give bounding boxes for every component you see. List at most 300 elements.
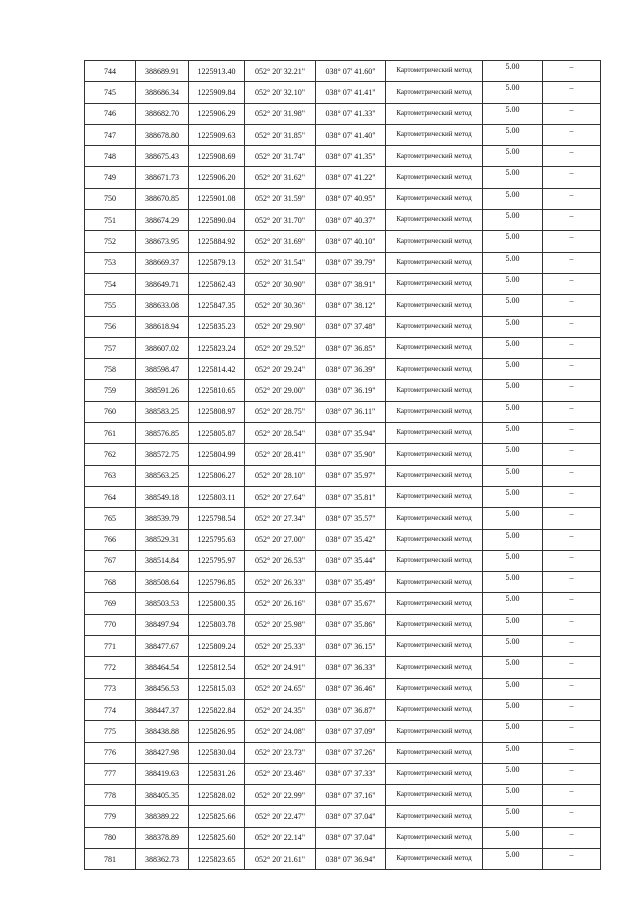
latitude-cell: 052° 20' 25.33" xyxy=(245,636,316,657)
note-cell: – xyxy=(543,572,601,593)
x-coordinate-cell: 388514.84 xyxy=(136,550,189,571)
point-number-cell: 775 xyxy=(85,721,136,742)
table-row xyxy=(85,465,601,486)
accuracy-cell: 5.00 xyxy=(483,273,543,294)
accuracy-cell: 5.00 xyxy=(483,699,543,720)
point-number-cell: 765 xyxy=(85,508,136,529)
accuracy-cell: 5.00 xyxy=(483,423,543,444)
accuracy-cell: 5.00 xyxy=(483,678,543,699)
point-number-cell: 758 xyxy=(85,359,136,380)
latitude-cell: 052° 20' 26.53" xyxy=(245,550,316,571)
table-row xyxy=(85,678,601,699)
point-number-cell: 757 xyxy=(85,337,136,358)
note-cell: – xyxy=(543,550,601,571)
longitude-cell: 038° 07' 35.94" xyxy=(316,423,386,444)
longitude-cell: 038° 07' 37.16" xyxy=(316,785,386,806)
y-coordinate-cell: 1225803.11 xyxy=(189,486,245,507)
accuracy-cell: 5.00 xyxy=(483,486,543,507)
method-cell: Картометрический метод xyxy=(386,252,483,273)
longitude-cell: 038° 07' 37.09" xyxy=(316,721,386,742)
note-cell: – xyxy=(543,721,601,742)
latitude-cell: 052° 20' 31.70" xyxy=(245,210,316,231)
note-cell: – xyxy=(543,742,601,763)
point-number-cell: 760 xyxy=(85,401,136,422)
longitude-cell: 038° 07' 36.19" xyxy=(316,380,386,401)
x-coordinate-cell: 388670.85 xyxy=(136,188,189,209)
method-cell: Картометрический метод xyxy=(386,295,483,316)
table-row xyxy=(85,848,601,869)
table-row xyxy=(85,380,601,401)
method-cell: Картометрический метод xyxy=(386,210,483,231)
latitude-cell: 052° 20' 23.73" xyxy=(245,742,316,763)
longitude-cell: 038° 07' 41.35" xyxy=(316,146,386,167)
method-cell: Картометрический метод xyxy=(386,359,483,380)
x-coordinate-cell: 388419.63 xyxy=(136,763,189,784)
table-row xyxy=(85,593,601,614)
point-number-cell: 762 xyxy=(85,444,136,465)
point-number-cell: 769 xyxy=(85,593,136,614)
point-number-cell: 773 xyxy=(85,678,136,699)
x-coordinate-cell: 388598.47 xyxy=(136,359,189,380)
method-cell: Картометрический метод xyxy=(386,316,483,337)
point-number-cell: 753 xyxy=(85,252,136,273)
point-number-cell: 776 xyxy=(85,742,136,763)
x-coordinate-cell: 388447.37 xyxy=(136,699,189,720)
accuracy-cell: 5.00 xyxy=(483,721,543,742)
table-row xyxy=(85,103,601,124)
method-cell: Картометрический метод xyxy=(386,572,483,593)
y-coordinate-cell: 1225884.92 xyxy=(189,231,245,252)
longitude-cell: 038° 07' 36.33" xyxy=(316,657,386,678)
y-coordinate-cell: 1225908.69 xyxy=(189,146,245,167)
longitude-cell: 038° 07' 41.22" xyxy=(316,167,386,188)
table-row xyxy=(85,231,601,252)
table-row xyxy=(85,61,601,82)
note-cell: – xyxy=(543,359,601,380)
method-cell: Картометрический метод xyxy=(386,636,483,657)
longitude-cell: 038° 07' 36.39" xyxy=(316,359,386,380)
y-coordinate-cell: 1225825.66 xyxy=(189,806,245,827)
x-coordinate-cell: 388529.31 xyxy=(136,529,189,550)
x-coordinate-cell: 388591.26 xyxy=(136,380,189,401)
latitude-cell: 052° 20' 28.41" xyxy=(245,444,316,465)
accuracy-cell: 5.00 xyxy=(483,188,543,209)
x-coordinate-cell: 388497.94 xyxy=(136,614,189,635)
x-coordinate-cell: 388576.85 xyxy=(136,423,189,444)
point-number-cell: 764 xyxy=(85,486,136,507)
latitude-cell: 052° 20' 30.36" xyxy=(245,295,316,316)
method-cell: Картометрический метод xyxy=(386,508,483,529)
point-number-cell: 756 xyxy=(85,316,136,337)
longitude-cell: 038° 07' 36.46" xyxy=(316,678,386,699)
method-cell: Картометрический метод xyxy=(386,61,483,82)
note-cell: – xyxy=(543,486,601,507)
y-coordinate-cell: 1225806.27 xyxy=(189,465,245,486)
table-row xyxy=(85,721,601,742)
y-coordinate-cell: 1225906.20 xyxy=(189,167,245,188)
longitude-cell: 038° 07' 41.33" xyxy=(316,103,386,124)
x-coordinate-cell: 388583.25 xyxy=(136,401,189,422)
note-cell: – xyxy=(543,103,601,124)
longitude-cell: 038° 07' 36.11" xyxy=(316,401,386,422)
table-row xyxy=(85,486,601,507)
latitude-cell: 052° 20' 32.21" xyxy=(245,61,316,82)
table-row xyxy=(85,188,601,209)
method-cell: Картометрический метод xyxy=(386,337,483,358)
x-coordinate-cell: 388678.80 xyxy=(136,124,189,145)
x-coordinate-cell: 388674.29 xyxy=(136,210,189,231)
accuracy-cell: 5.00 xyxy=(483,295,543,316)
y-coordinate-cell: 1225879.13 xyxy=(189,252,245,273)
point-number-cell: 781 xyxy=(85,848,136,869)
x-coordinate-cell: 388405.35 xyxy=(136,785,189,806)
y-coordinate-cell: 1225828.02 xyxy=(189,785,245,806)
y-coordinate-cell: 1225804.99 xyxy=(189,444,245,465)
y-coordinate-cell: 1225822.84 xyxy=(189,699,245,720)
x-coordinate-cell: 388389.22 xyxy=(136,806,189,827)
method-cell: Картометрический метод xyxy=(386,848,483,869)
table-row xyxy=(85,316,601,337)
note-cell: – xyxy=(543,827,601,848)
x-coordinate-cell: 388607.02 xyxy=(136,337,189,358)
method-cell: Картометрический метод xyxy=(386,827,483,848)
table-row xyxy=(85,827,601,848)
method-cell: Картометрический метод xyxy=(386,465,483,486)
accuracy-cell: 5.00 xyxy=(483,337,543,358)
table-row xyxy=(85,359,601,380)
method-cell: Картометрический метод xyxy=(386,188,483,209)
y-coordinate-cell: 1225805.87 xyxy=(189,423,245,444)
y-coordinate-cell: 1225795.97 xyxy=(189,550,245,571)
y-coordinate-cell: 1225901.08 xyxy=(189,188,245,209)
y-coordinate-cell: 1225862.43 xyxy=(189,273,245,294)
accuracy-cell: 5.00 xyxy=(483,380,543,401)
latitude-cell: 052° 20' 24.65" xyxy=(245,678,316,699)
accuracy-cell: 5.00 xyxy=(483,231,543,252)
point-number-cell: 778 xyxy=(85,785,136,806)
longitude-cell: 038° 07' 35.90" xyxy=(316,444,386,465)
y-coordinate-cell: 1225808.97 xyxy=(189,401,245,422)
note-cell: – xyxy=(543,82,601,103)
x-coordinate-cell: 388427.98 xyxy=(136,742,189,763)
method-cell: Картометрический метод xyxy=(386,614,483,635)
point-number-cell: 748 xyxy=(85,146,136,167)
longitude-cell: 038° 07' 35.81" xyxy=(316,486,386,507)
longitude-cell: 038° 07' 40.37" xyxy=(316,210,386,231)
method-cell: Картометрический метод xyxy=(386,699,483,720)
accuracy-cell: 5.00 xyxy=(483,167,543,188)
point-number-cell: 745 xyxy=(85,82,136,103)
latitude-cell: 052° 20' 29.52" xyxy=(245,337,316,358)
x-coordinate-cell: 388675.43 xyxy=(136,146,189,167)
point-number-cell: 751 xyxy=(85,210,136,231)
point-number-cell: 744 xyxy=(85,61,136,82)
latitude-cell: 052° 20' 29.90" xyxy=(245,316,316,337)
y-coordinate-cell: 1225823.65 xyxy=(189,848,245,869)
point-number-cell: 771 xyxy=(85,636,136,657)
y-coordinate-cell: 1225823.24 xyxy=(189,337,245,358)
note-cell: – xyxy=(543,806,601,827)
y-coordinate-cell: 1225826.95 xyxy=(189,721,245,742)
table-row xyxy=(85,785,601,806)
x-coordinate-cell: 388689.91 xyxy=(136,61,189,82)
table-row xyxy=(85,167,601,188)
note-cell: – xyxy=(543,124,601,145)
note-cell: – xyxy=(543,146,601,167)
point-number-cell: 759 xyxy=(85,380,136,401)
method-cell: Картометрический метод xyxy=(386,124,483,145)
point-number-cell: 750 xyxy=(85,188,136,209)
accuracy-cell: 5.00 xyxy=(483,806,543,827)
accuracy-cell: 5.00 xyxy=(483,827,543,848)
note-cell: – xyxy=(543,636,601,657)
x-coordinate-cell: 388549.18 xyxy=(136,486,189,507)
method-cell: Картометрический метод xyxy=(386,550,483,571)
y-coordinate-cell: 1225798.54 xyxy=(189,508,245,529)
method-cell: Картометрический метод xyxy=(386,82,483,103)
method-cell: Картометрический метод xyxy=(386,678,483,699)
point-number-cell: 767 xyxy=(85,550,136,571)
method-cell: Картометрический метод xyxy=(386,806,483,827)
x-coordinate-cell: 388378.89 xyxy=(136,827,189,848)
latitude-cell: 052° 20' 24.08" xyxy=(245,721,316,742)
y-coordinate-cell: 1225847.35 xyxy=(189,295,245,316)
latitude-cell: 052° 20' 31.59" xyxy=(245,188,316,209)
table-row xyxy=(85,550,601,571)
x-coordinate-cell: 388456.53 xyxy=(136,678,189,699)
accuracy-cell: 5.00 xyxy=(483,593,543,614)
point-number-cell: 780 xyxy=(85,827,136,848)
accuracy-cell: 5.00 xyxy=(483,550,543,571)
note-cell: – xyxy=(543,699,601,720)
point-number-cell: 752 xyxy=(85,231,136,252)
method-cell: Картометрический метод xyxy=(386,486,483,507)
table-row xyxy=(85,444,601,465)
accuracy-cell: 5.00 xyxy=(483,657,543,678)
coordinates-table-body xyxy=(85,61,601,870)
accuracy-cell: 5.00 xyxy=(483,359,543,380)
y-coordinate-cell: 1225909.84 xyxy=(189,82,245,103)
point-number-cell: 766 xyxy=(85,529,136,550)
coordinates-sheet xyxy=(84,60,600,870)
latitude-cell: 052° 20' 22.47" xyxy=(245,806,316,827)
table-row xyxy=(85,742,601,763)
accuracy-cell: 5.00 xyxy=(483,529,543,550)
longitude-cell: 038° 07' 35.42" xyxy=(316,529,386,550)
table-row xyxy=(85,295,601,316)
latitude-cell: 052° 20' 29.00" xyxy=(245,380,316,401)
longitude-cell: 038° 07' 37.33" xyxy=(316,763,386,784)
longitude-cell: 038° 07' 35.49" xyxy=(316,572,386,593)
method-cell: Картометрический метод xyxy=(386,146,483,167)
x-coordinate-cell: 388673.95 xyxy=(136,231,189,252)
y-coordinate-cell: 1225890.04 xyxy=(189,210,245,231)
x-coordinate-cell: 388477.67 xyxy=(136,636,189,657)
note-cell: – xyxy=(543,273,601,294)
latitude-cell: 052° 20' 26.33" xyxy=(245,572,316,593)
coordinates-table xyxy=(84,60,601,870)
longitude-cell: 038° 07' 41.41" xyxy=(316,82,386,103)
note-cell: – xyxy=(543,508,601,529)
y-coordinate-cell: 1225809.24 xyxy=(189,636,245,657)
table-row xyxy=(85,657,601,678)
point-number-cell: 754 xyxy=(85,273,136,294)
table-row xyxy=(85,763,601,784)
x-coordinate-cell: 388633.08 xyxy=(136,295,189,316)
y-coordinate-cell: 1225835.23 xyxy=(189,316,245,337)
y-coordinate-cell: 1225800.35 xyxy=(189,593,245,614)
accuracy-cell: 5.00 xyxy=(483,61,543,82)
accuracy-cell: 5.00 xyxy=(483,316,543,337)
longitude-cell: 038° 07' 39.79" xyxy=(316,252,386,273)
point-number-cell: 747 xyxy=(85,124,136,145)
y-coordinate-cell: 1225803.78 xyxy=(189,614,245,635)
accuracy-cell: 5.00 xyxy=(483,742,543,763)
accuracy-cell: 5.00 xyxy=(483,785,543,806)
accuracy-cell: 5.00 xyxy=(483,508,543,529)
note-cell: – xyxy=(543,380,601,401)
x-coordinate-cell: 388503.53 xyxy=(136,593,189,614)
longitude-cell: 038° 07' 35.44" xyxy=(316,550,386,571)
method-cell: Картометрический метод xyxy=(386,529,483,550)
note-cell: – xyxy=(543,61,601,82)
method-cell: Картометрический метод xyxy=(386,721,483,742)
note-cell: – xyxy=(543,529,601,550)
accuracy-cell: 5.00 xyxy=(483,636,543,657)
latitude-cell: 052° 20' 24.35" xyxy=(245,699,316,720)
x-coordinate-cell: 388539.79 xyxy=(136,508,189,529)
point-number-cell: 746 xyxy=(85,103,136,124)
accuracy-cell: 5.00 xyxy=(483,614,543,635)
method-cell: Картометрический метод xyxy=(386,401,483,422)
accuracy-cell: 5.00 xyxy=(483,146,543,167)
latitude-cell: 052° 20' 27.00" xyxy=(245,529,316,550)
table-row xyxy=(85,82,601,103)
table-row xyxy=(85,210,601,231)
method-cell: Картометрический метод xyxy=(386,593,483,614)
accuracy-cell: 5.00 xyxy=(483,444,543,465)
latitude-cell: 052° 20' 31.62" xyxy=(245,167,316,188)
note-cell: – xyxy=(543,188,601,209)
note-cell: – xyxy=(543,614,601,635)
latitude-cell: 052° 20' 31.74" xyxy=(245,146,316,167)
longitude-cell: 038° 07' 37.04" xyxy=(316,827,386,848)
y-coordinate-cell: 1225830.04 xyxy=(189,742,245,763)
x-coordinate-cell: 388649.71 xyxy=(136,273,189,294)
table-row xyxy=(85,401,601,422)
x-coordinate-cell: 388669.37 xyxy=(136,252,189,273)
latitude-cell: 052° 20' 31.98" xyxy=(245,103,316,124)
note-cell: – xyxy=(543,337,601,358)
note-cell: – xyxy=(543,593,601,614)
accuracy-cell: 5.00 xyxy=(483,572,543,593)
method-cell: Картометрический метод xyxy=(386,273,483,294)
note-cell: – xyxy=(543,316,601,337)
point-number-cell: 749 xyxy=(85,167,136,188)
method-cell: Картометрический метод xyxy=(386,657,483,678)
latitude-cell: 052° 20' 31.85" xyxy=(245,124,316,145)
y-coordinate-cell: 1225825.60 xyxy=(189,827,245,848)
longitude-cell: 038° 07' 35.86" xyxy=(316,614,386,635)
y-coordinate-cell: 1225796.85 xyxy=(189,572,245,593)
note-cell: – xyxy=(543,423,601,444)
latitude-cell: 052° 20' 22.14" xyxy=(245,827,316,848)
x-coordinate-cell: 388362.73 xyxy=(136,848,189,869)
accuracy-cell: 5.00 xyxy=(483,763,543,784)
longitude-cell: 038° 07' 36.85" xyxy=(316,337,386,358)
table-row xyxy=(85,146,601,167)
latitude-cell: 052° 20' 26.16" xyxy=(245,593,316,614)
table-row xyxy=(85,699,601,720)
latitude-cell: 052° 20' 31.54" xyxy=(245,252,316,273)
note-cell: – xyxy=(543,401,601,422)
note-cell: – xyxy=(543,763,601,784)
point-number-cell: 761 xyxy=(85,423,136,444)
note-cell: – xyxy=(543,252,601,273)
note-cell: – xyxy=(543,444,601,465)
longitude-cell: 038° 07' 38.12" xyxy=(316,295,386,316)
accuracy-cell: 5.00 xyxy=(483,103,543,124)
y-coordinate-cell: 1225814.42 xyxy=(189,359,245,380)
point-number-cell: 763 xyxy=(85,465,136,486)
table-row xyxy=(85,636,601,657)
latitude-cell: 052° 20' 30.90" xyxy=(245,273,316,294)
point-number-cell: 774 xyxy=(85,699,136,720)
x-coordinate-cell: 388563.25 xyxy=(136,465,189,486)
x-coordinate-cell: 388572.75 xyxy=(136,444,189,465)
point-number-cell: 768 xyxy=(85,572,136,593)
latitude-cell: 052° 20' 29.24" xyxy=(245,359,316,380)
method-cell: Картометрический метод xyxy=(386,231,483,252)
longitude-cell: 038° 07' 37.04" xyxy=(316,806,386,827)
table-row xyxy=(85,423,601,444)
longitude-cell: 038° 07' 40.10" xyxy=(316,231,386,252)
method-cell: Картометрический метод xyxy=(386,380,483,401)
point-number-cell: 772 xyxy=(85,657,136,678)
accuracy-cell: 5.00 xyxy=(483,465,543,486)
longitude-cell: 038° 07' 36.15" xyxy=(316,636,386,657)
latitude-cell: 052° 20' 22.99" xyxy=(245,785,316,806)
note-cell: – xyxy=(543,295,601,316)
table-row xyxy=(85,252,601,273)
longitude-cell: 038° 07' 38.91" xyxy=(316,273,386,294)
x-coordinate-cell: 388686.34 xyxy=(136,82,189,103)
table-row xyxy=(85,337,601,358)
latitude-cell: 052° 20' 25.98" xyxy=(245,614,316,635)
longitude-cell: 038° 07' 36.94" xyxy=(316,848,386,869)
latitude-cell: 052° 20' 28.10" xyxy=(245,465,316,486)
x-coordinate-cell: 388464.54 xyxy=(136,657,189,678)
method-cell: Картометрический метод xyxy=(386,742,483,763)
latitude-cell: 052° 20' 28.75" xyxy=(245,401,316,422)
x-coordinate-cell: 388618.94 xyxy=(136,316,189,337)
latitude-cell: 052° 20' 28.54" xyxy=(245,423,316,444)
note-cell: – xyxy=(543,657,601,678)
longitude-cell: 038° 07' 37.48" xyxy=(316,316,386,337)
accuracy-cell: 5.00 xyxy=(483,401,543,422)
method-cell: Картометрический метод xyxy=(386,423,483,444)
latitude-cell: 052° 20' 31.69" xyxy=(245,231,316,252)
y-coordinate-cell: 1225906.29 xyxy=(189,103,245,124)
longitude-cell: 038° 07' 40.95" xyxy=(316,188,386,209)
y-coordinate-cell: 1225795.63 xyxy=(189,529,245,550)
note-cell: – xyxy=(543,785,601,806)
method-cell: Картометрический метод xyxy=(386,763,483,784)
point-number-cell: 779 xyxy=(85,806,136,827)
x-coordinate-cell: 388508.64 xyxy=(136,572,189,593)
accuracy-cell: 5.00 xyxy=(483,210,543,231)
note-cell: – xyxy=(543,678,601,699)
